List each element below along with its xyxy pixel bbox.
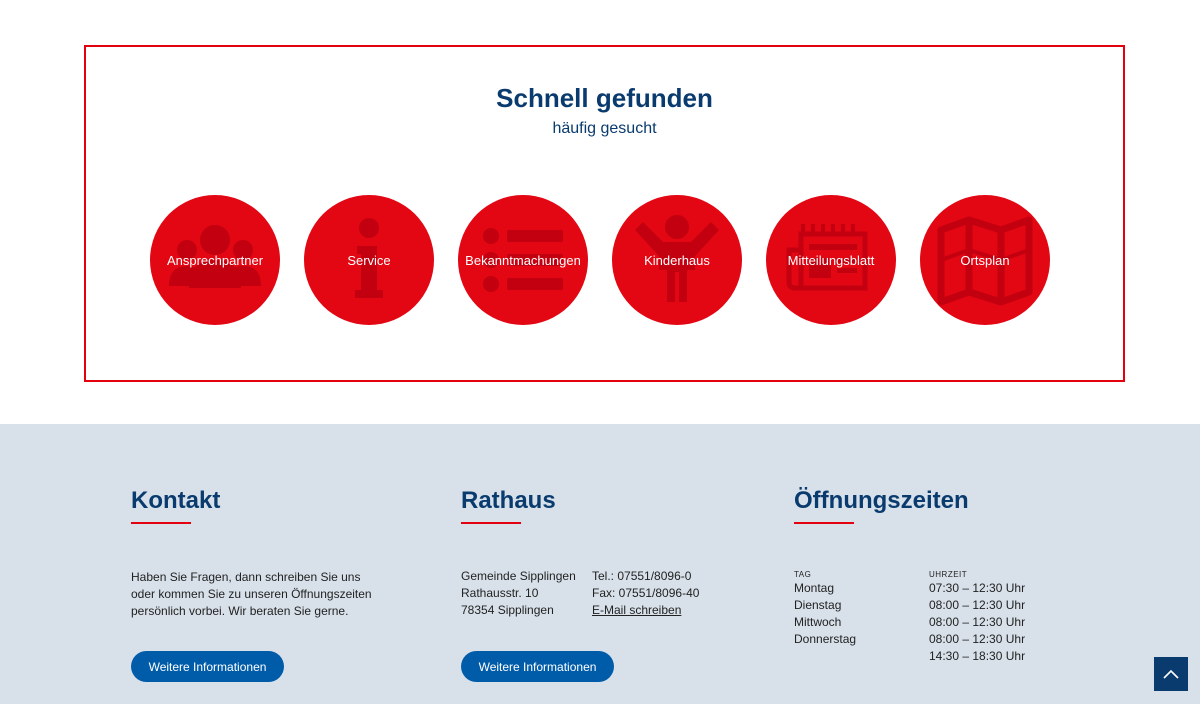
kontakt-line: persönlich vorbei. Wir beraten Sie gerne. [131,604,349,618]
hours-title: Öffnungszeiten [794,487,969,514]
title-underline [131,522,191,524]
section-subtitle: häufig gesucht [552,120,657,137]
kontakt-line: oder kommen Sie zu unseren Öffnungszeiten [131,587,372,601]
title-underline [794,522,854,524]
time-cell: 14:30 – 18:30 Uhr [929,649,1026,663]
quicklink-mitteilungsblatt[interactable] [766,195,896,325]
time-cell: 08:00 – 12:30 Uhr [929,615,1026,629]
quicklink-service[interactable] [304,195,434,325]
address-line: Gemeinde Sipplingen [461,569,576,583]
phone-number: Tel.: 07551/8096-0 [592,569,692,583]
quick-links-section [84,45,1125,382]
title-underline [461,522,521,524]
time-cell: 07:30 – 12:30 Uhr [929,581,1026,595]
kontakt-line: Haben Sie Fragen, dann schreiben Sie uns [131,570,361,584]
kontakt-more-button[interactable]: Weitere Informationen [131,651,284,682]
kontakt-title: Kontakt [131,487,221,514]
quicklink-label: Kinderhaus [644,252,710,268]
rathaus-more-button[interactable]: Weitere Informationen [461,651,614,682]
quicklink-ortsplan[interactable] [920,195,1050,325]
day-cell: Montag [794,581,835,595]
address-line: 78354 Sipplingen [461,603,554,617]
quicklink-ansprechpartner[interactable] [150,195,280,325]
col-header-time: UHRZEIT [929,570,968,579]
day-cell: Dienstag [794,598,842,612]
time-cell: 08:00 – 12:30 Uhr [929,632,1026,646]
time-cell: 08:00 – 12:30 Uhr [929,598,1026,612]
quicklink-kinderhaus[interactable] [612,195,742,325]
quicklink-label: Service [347,252,391,268]
quicklink-label: Bekanntmachungen [465,252,581,268]
scroll-to-top-button[interactable] [1154,657,1188,691]
email-link[interactable]: E-Mail schreiben [592,603,682,617]
kontakt-text [131,569,391,620]
quicklink-bekanntmachungen[interactable] [458,195,588,325]
day-cell: Donnerstag [794,632,857,646]
rathaus-title: Rathaus [461,487,556,514]
rathaus-address [461,568,591,619]
col-header-day: TAG [794,570,812,579]
fax-number: Fax: 07551/8096-40 [592,586,700,600]
quicklink-label: Ortsplan [960,252,1010,268]
footer [0,424,1200,704]
rathaus-contact [592,568,732,619]
chevron-up-icon [1163,669,1179,679]
section-title: Schnell gefunden [496,83,713,113]
address-line: Rathausstr. 10 [461,586,539,600]
day-cell: Mittwoch [794,615,842,629]
quicklink-label: Ansprechpartner [166,252,264,268]
quicklink-label: Mitteilungsblatt [787,252,875,268]
